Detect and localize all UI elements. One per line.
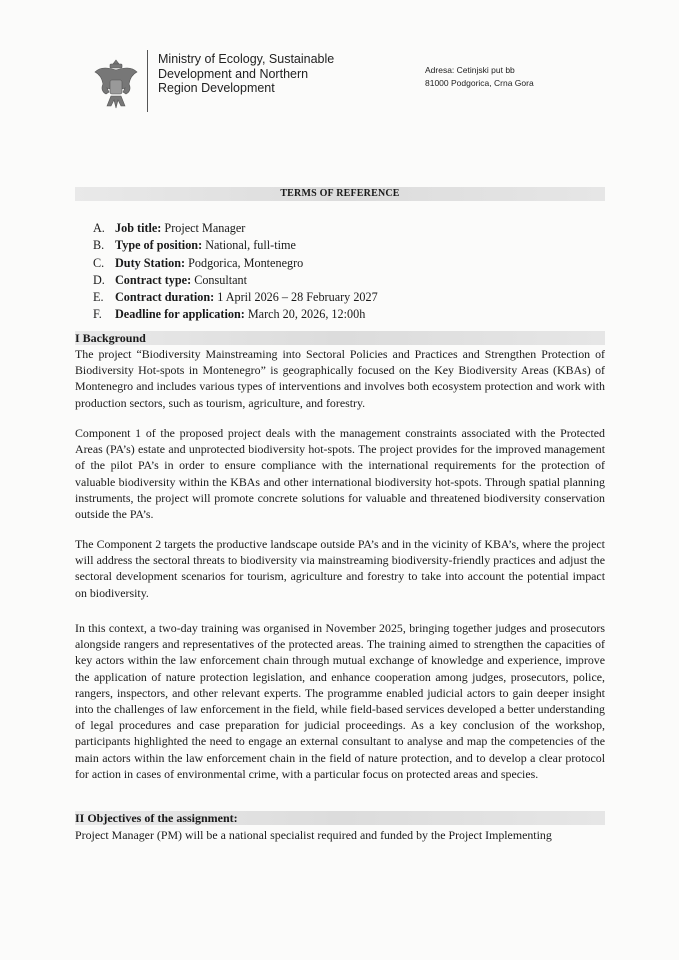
address-line-2: 81000 Podgorica, Crna Gora (425, 78, 534, 88)
background-paragraph-3: The Component 2 targets the productive landscape outside PA’s and in the vicinity of KBA’s, where the project will address the sectoral threats to biodiversity via mainstreaming biodiversity-friendly practices and adjust the sectoral development scenarios for tourism, agriculture and forestry to take into account the potential impact on biodiversity. (75, 537, 605, 600)
background-paragraph-4: In this context, a two-day training was organised in November 2025, bringing together judges and prosecutors alongside rangers and representatives of the protected areas. The training aimed to strengthen the capacities of key actors within the law enforcement chain through mutual exchange of knowledge and experience, improve the application of nature protection legislation, and enhance cooperation among judges, prosecutors, police, rangers, inspectors, and other relevant experts. The programme enabled judicial actors to gain deeper insight into the challenges of law enforcement in the field, while field-based services developed a better understanding of legal procedures and case preparation for judicial proceedings. As a key conclusion of the workshop, participants highlighted the need to engage an external consultant to analyse and map the competencies of the main actors within the law enforcement chain in the field of nature protection, and to develop a clear protocol for action in cases of environmental crime, with a particular focus on protected areas and species. (75, 621, 605, 781)
item-letter: F. (93, 307, 102, 322)
background-heading: I Background (75, 331, 146, 345)
item-value: National, full-time (202, 238, 296, 253)
ministry-line-2: Development and Northern (158, 66, 309, 81)
item-label: Contract duration: (115, 290, 215, 305)
title-bar (75, 187, 605, 201)
address-block (425, 64, 534, 90)
item-label: Deadline for application: (115, 307, 245, 322)
background-paragraph-1: The project “Biodiversity Mainstreaming into Sectoral Policies and Practices and Strengthen Protection of Biodiversity Hot-spots in Montenegro” is geographically focused on the Key Biodiversity Areas (KBAs) of Montenegro and includes various types of interventions and involves both ecosystem protection and work with production sectors, such as tourism, agriculture, and forestry. (75, 347, 605, 410)
header-divider (147, 50, 148, 112)
job-item (93, 220, 378, 237)
item-label: Type of position: (115, 238, 203, 253)
item-value: Consultant (191, 272, 248, 287)
item-letter: D. (93, 272, 105, 287)
job-item (93, 255, 378, 272)
ministry-name (158, 52, 334, 96)
job-item (93, 237, 378, 254)
item-value: March 20, 2026, 12:00h (244, 307, 366, 322)
job-item (93, 306, 378, 323)
background-heading-bar (75, 331, 605, 345)
item-value: Project Manager (161, 221, 246, 235)
objectives-heading-bar (75, 811, 605, 825)
job-details-list (93, 220, 378, 324)
ministry-line-1: Ministry of Ecology, Sustainable (158, 52, 335, 66)
job-item (93, 289, 378, 306)
page-title: TERMS OF REFERENCE (280, 188, 400, 199)
item-letter: C. (93, 255, 105, 270)
objectives-heading: II Objectives of the assignment: (75, 811, 238, 825)
item-value: 1 April 2026 – 28 February 2027 (214, 290, 378, 305)
job-item (93, 272, 378, 289)
item-letter: B. (93, 238, 105, 253)
item-letter: E. (93, 290, 104, 305)
background-paragraph-2: Component 1 of the proposed project deals with the management constraints associated with the Protected Areas (PA’s) estate and unprotected biodiversity hot-spots. The project provides for the improved management of the pilot PA’s in order to ensure compliance with the international requirements for the protection of valuable biodiversity within the KBAs and other international biodiversity hot-spots. Through spatial planning instruments, the project will promote concrete solutions for valuable and threatened biodiversity conservation outside the PA’s. (75, 426, 605, 522)
item-value: Podgorica, Montenegro (185, 255, 304, 270)
objectives-paragraph-1: Project Manager (PM) will be a national specialist required and funded by the Project Implementing (75, 828, 552, 842)
item-label: Duty Station: (115, 255, 186, 270)
address-line-1: Adresa: Cetinjski put bb (425, 65, 515, 75)
ministry-line-3: Region Development (158, 81, 275, 95)
item-letter: A. (93, 221, 105, 235)
item-label: Job title: (115, 221, 162, 235)
item-label: Contract type: (115, 272, 192, 287)
coat-of-arms-icon (93, 58, 139, 110)
